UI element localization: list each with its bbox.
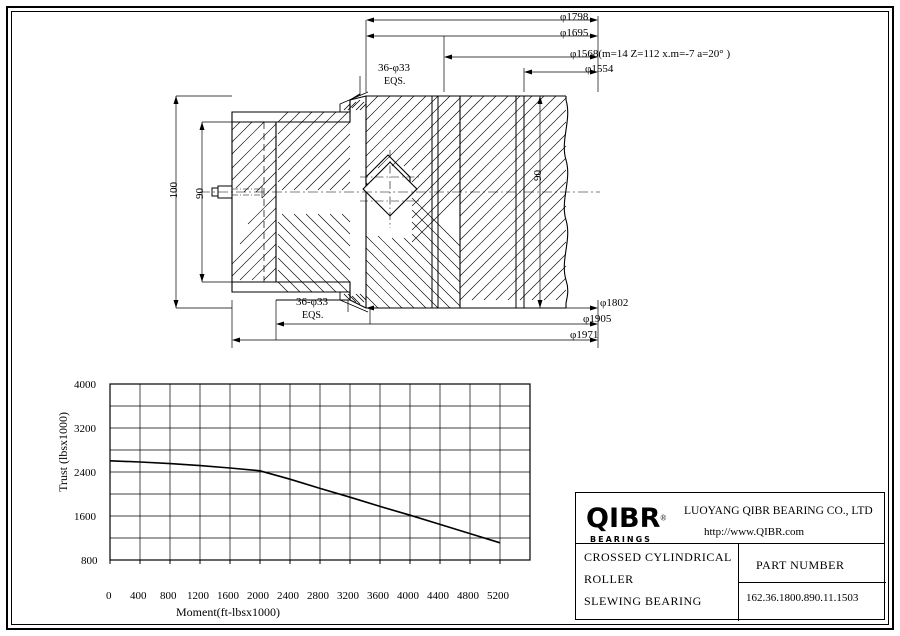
chart-xtick-1600: 1600: [217, 590, 239, 602]
chart-ytick-3200: 3200: [74, 423, 96, 435]
part-number-label: PART NUMBER: [756, 558, 845, 572]
company-name: LUOYANG QIBR BEARING CO., LTD: [684, 505, 873, 517]
dim-label-1905: φ1905: [583, 313, 612, 325]
chart-xtick-400: 400: [130, 590, 147, 602]
hole-note-bottom-line1: 36-φ33: [296, 296, 329, 308]
chart-ytick-2400: 2400: [74, 467, 96, 479]
dim-label-height-90-right: 90: [532, 170, 544, 181]
chart-ytick-4000: 4000: [74, 379, 96, 391]
chart-xtick-2800: 2800: [307, 590, 329, 602]
chart-xtick-4000: 4000: [397, 590, 419, 602]
hole-note-top-line2: EQS.: [384, 76, 406, 87]
dim-label-1802: φ1802: [600, 297, 629, 309]
chart-xtick-1200: 1200: [187, 590, 209, 602]
hole-note-bottom-line2: EQS.: [302, 310, 324, 321]
chart-xtick-2400: 2400: [277, 590, 299, 602]
chart-curve: [110, 461, 500, 543]
chart-xtick-800: 800: [160, 590, 177, 602]
logo-text: QIBR: [586, 503, 661, 534]
hole-note-top-line1: 36-φ33: [378, 62, 411, 74]
part-number-value: 162.36.1800.890.11.1503: [746, 592, 859, 604]
dim-label-1798: φ1798: [560, 11, 589, 23]
dim-label-1971: φ1971: [570, 329, 599, 341]
chart-xtick-4400: 4400: [427, 590, 449, 602]
chart-xtick-5200: 5200: [487, 590, 509, 602]
dim-label-1554: φ1554: [585, 63, 614, 75]
load-capacity-chart: [0, 370, 600, 620]
company-url[interactable]: http://www.QIBR.com: [704, 526, 805, 538]
chart-xtick-3200: 3200: [337, 590, 359, 602]
dim-label-height-100: 100: [168, 182, 180, 199]
dim-label-1695: φ1695: [560, 27, 589, 39]
chart-xtick-0: 0: [106, 590, 112, 602]
chart-xtick-4800: 4800: [457, 590, 479, 602]
chart-x-axis-label: Moment(ft-lbsx1000): [176, 605, 280, 619]
registered-mark-icon: ®: [660, 513, 667, 523]
chart-y-axis-label: Trust (lbsx1000): [56, 412, 70, 492]
chart-ytick-800: 800: [81, 555, 98, 567]
product-description-line-3: SLEWING BEARING: [584, 594, 702, 608]
title-block: [575, 492, 885, 620]
product-description-line-1: CROSSED CYLINDRICAL: [584, 550, 732, 564]
chart-xtick-3600: 3600: [367, 590, 389, 602]
dim-label-height-90-left: 90: [194, 188, 206, 199]
dim-label-gear: φ1568(m=14 Z=112 x.m=-7 a=20° ): [570, 48, 731, 60]
chart-ytick-1600: 1600: [74, 511, 96, 523]
logo-subtext: BEARINGS: [590, 535, 652, 544]
chart-xtick-2000: 2000: [247, 590, 269, 602]
titleblock-divider-3: [738, 582, 886, 583]
product-description-line-2: ROLLER: [584, 572, 634, 586]
